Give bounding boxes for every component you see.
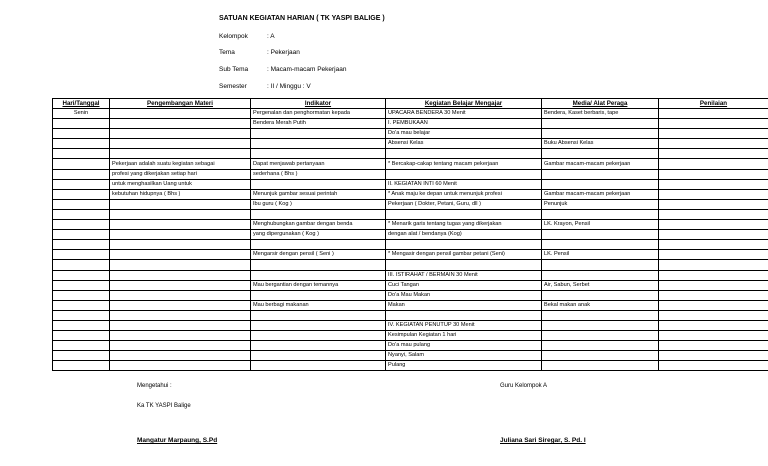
col-header-date: Hari/Tanggal — [53, 99, 110, 109]
cell-date — [53, 220, 110, 230]
table-row — [53, 341, 768, 351]
meta-label: Tema — [219, 49, 235, 56]
cell-activity: Kesimpulan Kegiatan 1 hari — [386, 331, 542, 341]
cell-date — [53, 280, 110, 290]
table-row — [53, 179, 768, 189]
cell-indicator — [251, 290, 386, 300]
cell-assessment — [659, 290, 768, 300]
cell-activity: * Bercakap-cakap tentang macam pekerjaan — [386, 159, 542, 169]
cell-activity — [386, 260, 542, 270]
cell-indicator: Mau berbagi makanan — [251, 300, 386, 310]
cell-media — [542, 270, 659, 280]
table-row — [53, 149, 768, 159]
cell-activity: Nyanyi, Salam — [386, 351, 542, 361]
cell-indicator — [251, 139, 386, 149]
cell-activity: Absensi Kelas — [386, 139, 542, 149]
cell-media — [542, 260, 659, 270]
cell-material — [110, 149, 251, 159]
cell-date — [53, 320, 110, 330]
table-row — [53, 159, 768, 169]
cell-media — [542, 209, 659, 219]
cell-material: profesi yang dikerjakan setiap hari — [110, 169, 251, 179]
cell-material — [110, 260, 251, 270]
cell-assessment — [659, 260, 768, 270]
table-row — [53, 240, 768, 250]
table-row — [53, 250, 768, 260]
cell-material: untuk menghasilkan Uang untuk — [110, 179, 251, 189]
activity-table — [52, 98, 768, 371]
cell-date — [53, 240, 110, 250]
cell-activity: III. ISTIRAHAT / BERMAIN 30 Menit — [386, 270, 542, 280]
table-row — [53, 351, 768, 361]
cell-date — [53, 260, 110, 270]
cell-material — [110, 280, 251, 290]
cell-date — [53, 149, 110, 159]
cell-assessment — [659, 169, 768, 179]
table-row — [53, 361, 768, 371]
cell-activity: * Menarik garis tentang tugas yang dikerjakan — [386, 220, 542, 230]
cell-indicator: yang dipergunakan ( Kog ) — [251, 230, 386, 240]
cell-material — [110, 310, 251, 320]
cell-assessment — [659, 250, 768, 260]
cell-material — [110, 109, 251, 119]
cell-assessment — [659, 220, 768, 230]
cell-material — [110, 199, 251, 209]
col-header-indicator: Indikator — [251, 99, 386, 109]
cell-media — [542, 129, 659, 139]
cell-media: Air, Sabun, Serbet — [542, 280, 659, 290]
cell-media — [542, 240, 659, 250]
cell-media — [542, 351, 659, 361]
cell-media — [542, 149, 659, 159]
principal-role: Ka TK YASPI Balige — [137, 403, 191, 409]
cell-assessment — [659, 139, 768, 149]
cell-media: Bekal makan anak — [542, 300, 659, 310]
cell-media — [542, 361, 659, 371]
cell-date — [53, 129, 110, 139]
col-header-assessment: Penilaian — [659, 99, 768, 109]
cell-media: Penunjuk — [542, 199, 659, 209]
cell-indicator — [251, 260, 386, 270]
cell-assessment — [659, 310, 768, 320]
cell-material — [110, 351, 251, 361]
cell-date — [53, 199, 110, 209]
teacher-signature-name: Juliana Sari Siregar, S. Pd. I — [500, 437, 586, 444]
cell-assessment — [659, 129, 768, 139]
cell-date — [53, 290, 110, 300]
cell-indicator: Pergenalan dan penghormatan kepada — [251, 109, 386, 119]
table-row — [53, 199, 768, 209]
cell-date — [53, 189, 110, 199]
cell-indicator: Menghubungkan gambar dengan benda — [251, 220, 386, 230]
cell-assessment — [659, 199, 768, 209]
cell-indicator: sederhana ( Bhs ) — [251, 169, 386, 179]
table-row — [53, 230, 768, 240]
cell-indicator — [251, 320, 386, 330]
cell-media: Buku Absensi Kelas — [542, 139, 659, 149]
table-row — [53, 331, 768, 341]
table-row — [53, 320, 768, 330]
cell-date: Senin — [53, 109, 110, 119]
cell-assessment — [659, 331, 768, 341]
table-row — [53, 270, 768, 280]
cell-activity — [386, 209, 542, 219]
col-header-media: Media/ Alat Peraga — [542, 99, 659, 109]
meta-value: : Pekerjaan — [267, 49, 300, 56]
table-row — [53, 129, 768, 139]
cell-material — [110, 250, 251, 260]
cell-media: Bendera, Kaset berbaris, tape — [542, 109, 659, 119]
cell-indicator — [251, 270, 386, 280]
cell-media: Gambar macam-macam pekerjaan — [542, 159, 659, 169]
cell-material — [110, 300, 251, 310]
cell-assessment — [659, 361, 768, 371]
meta-label: Semester — [219, 83, 247, 90]
table-row — [53, 280, 768, 290]
cell-material — [110, 240, 251, 250]
cell-material — [110, 129, 251, 139]
cell-media — [542, 320, 659, 330]
cell-activity — [386, 149, 542, 159]
cell-material — [110, 220, 251, 230]
table-row — [53, 310, 768, 320]
cell-activity — [386, 240, 542, 250]
cell-activity: I. PEMBUKAAN — [386, 119, 542, 129]
cell-assessment — [659, 280, 768, 290]
cell-date — [53, 351, 110, 361]
cell-indicator — [251, 331, 386, 341]
cell-material — [110, 331, 251, 341]
cell-date — [53, 139, 110, 149]
cell-assessment — [659, 179, 768, 189]
cell-date — [53, 169, 110, 179]
cell-activity: Do'a mau pulang — [386, 341, 542, 351]
cell-assessment — [659, 341, 768, 351]
principal-signature-name: Mangatur Marpaung, S.Pd — [137, 437, 218, 444]
cell-activity: Makan — [386, 300, 542, 310]
cell-activity: Do'a mau belajar — [386, 129, 542, 139]
cell-indicator: Bendera Merah Putih — [251, 119, 386, 129]
cell-assessment — [659, 320, 768, 330]
cell-indicator — [251, 361, 386, 371]
cell-date — [53, 341, 110, 351]
cell-material — [110, 270, 251, 280]
cell-material — [110, 290, 251, 300]
cell-date — [53, 159, 110, 169]
cell-indicator — [251, 129, 386, 139]
cell-material — [110, 209, 251, 219]
cell-media — [542, 230, 659, 240]
cell-indicator: Ibu guru ( Kog ) — [251, 199, 386, 209]
cell-media: LK. Pensil — [542, 250, 659, 260]
cell-activity: * Anak maju ke depan untuk menunjuk profesi — [386, 189, 542, 199]
cell-indicator: Menunjuk gambar sesuai perintah — [251, 189, 386, 199]
cell-media — [542, 119, 659, 129]
cell-indicator — [251, 149, 386, 159]
teacher-role: Guru Kelompok A — [500, 383, 548, 389]
cell-activity: Cuci Tangan — [386, 280, 542, 290]
cell-assessment — [659, 109, 768, 119]
cell-assessment — [659, 159, 768, 169]
cell-assessment — [659, 300, 768, 310]
cell-indicator: Mengarsir dengan pensil ( Seni ) — [251, 250, 386, 260]
cell-activity: UPACARA BENDERA 30 Menit — [386, 109, 542, 119]
cell-material — [110, 341, 251, 351]
cell-assessment — [659, 351, 768, 361]
meta-label: Kelompok — [219, 33, 248, 40]
cell-date — [53, 209, 110, 219]
cell-activity — [386, 169, 542, 179]
cell-date — [53, 250, 110, 260]
cell-assessment — [659, 270, 768, 280]
meta-value: : Macam-macam Pekerjaan — [267, 66, 347, 73]
cell-material — [110, 230, 251, 240]
cell-activity: dengan alat / bendanya (Kog) — [386, 230, 542, 240]
cell-activity: * Mengasir dengan pensil gambar petani (Seni) — [386, 250, 542, 260]
table-row — [53, 119, 768, 129]
cell-assessment — [659, 119, 768, 129]
cell-date — [53, 300, 110, 310]
cell-indicator: Dapat menjawab pertanyaan — [251, 159, 386, 169]
table-row — [53, 290, 768, 300]
table-row — [53, 220, 768, 230]
table-row — [53, 189, 768, 199]
cell-assessment — [659, 230, 768, 240]
table-row — [53, 169, 768, 179]
cell-media — [542, 341, 659, 351]
cell-activity: IV. KEGIATAN PENUTUP 30 Menit — [386, 320, 542, 330]
meta-value: : II / Minggu : V — [267, 83, 311, 90]
cell-media — [542, 169, 659, 179]
col-header-material: Pengembangan Materi — [110, 99, 251, 109]
cell-activity: Pekerjaan ( Dokter, Petani, Guru, dll ) — [386, 199, 542, 209]
cell-material — [110, 320, 251, 330]
cell-date — [53, 361, 110, 371]
cell-activity: Do'a Mau Makan — [386, 290, 542, 300]
acknowledged-label: Mengetahui : — [137, 383, 172, 389]
cell-material: kebutuhan hidupnya ( Bhs ) — [110, 189, 251, 199]
col-header-activity: Kegiatan Belajar Mengajar — [386, 99, 542, 109]
cell-activity — [386, 310, 542, 320]
table-row — [53, 260, 768, 270]
cell-assessment — [659, 240, 768, 250]
cell-material — [110, 119, 251, 129]
cell-media: Gambar macam-macam pekerjaan — [542, 189, 659, 199]
cell-activity: II. KEGIATAN INTI 60 Menit — [386, 179, 542, 189]
cell-indicator — [251, 209, 386, 219]
cell-date — [53, 230, 110, 240]
cell-media — [542, 310, 659, 320]
cell-date — [53, 310, 110, 320]
cell-material — [110, 361, 251, 371]
table-header-row — [53, 99, 768, 109]
document-title: SATUAN KEGIATAN HARIAN ( TK YASPI BALIGE ) — [219, 15, 385, 22]
cell-indicator — [251, 179, 386, 189]
cell-indicator: Mau bergantian dengan temannya — [251, 280, 386, 290]
table-row — [53, 139, 768, 149]
cell-activity: Pulang — [386, 361, 542, 371]
cell-indicator — [251, 341, 386, 351]
cell-assessment — [659, 209, 768, 219]
cell-date — [53, 331, 110, 341]
cell-media — [542, 290, 659, 300]
cell-indicator — [251, 240, 386, 250]
cell-date — [53, 270, 110, 280]
meta-label: Sub Tema — [219, 66, 249, 73]
cell-media — [542, 331, 659, 341]
table-row — [53, 109, 768, 119]
cell-indicator — [251, 310, 386, 320]
table-row — [53, 209, 768, 219]
cell-date — [53, 119, 110, 129]
cell-assessment — [659, 149, 768, 159]
cell-indicator — [251, 351, 386, 361]
cell-media — [542, 179, 659, 189]
cell-material — [110, 139, 251, 149]
cell-material: Pekerjaan adalah suatu kegiatan sebagai — [110, 159, 251, 169]
meta-value: : A — [267, 33, 275, 40]
cell-assessment — [659, 189, 768, 199]
table-row — [53, 300, 768, 310]
cell-media: LK. Krayon, Pensil — [542, 220, 659, 230]
cell-date — [53, 179, 110, 189]
